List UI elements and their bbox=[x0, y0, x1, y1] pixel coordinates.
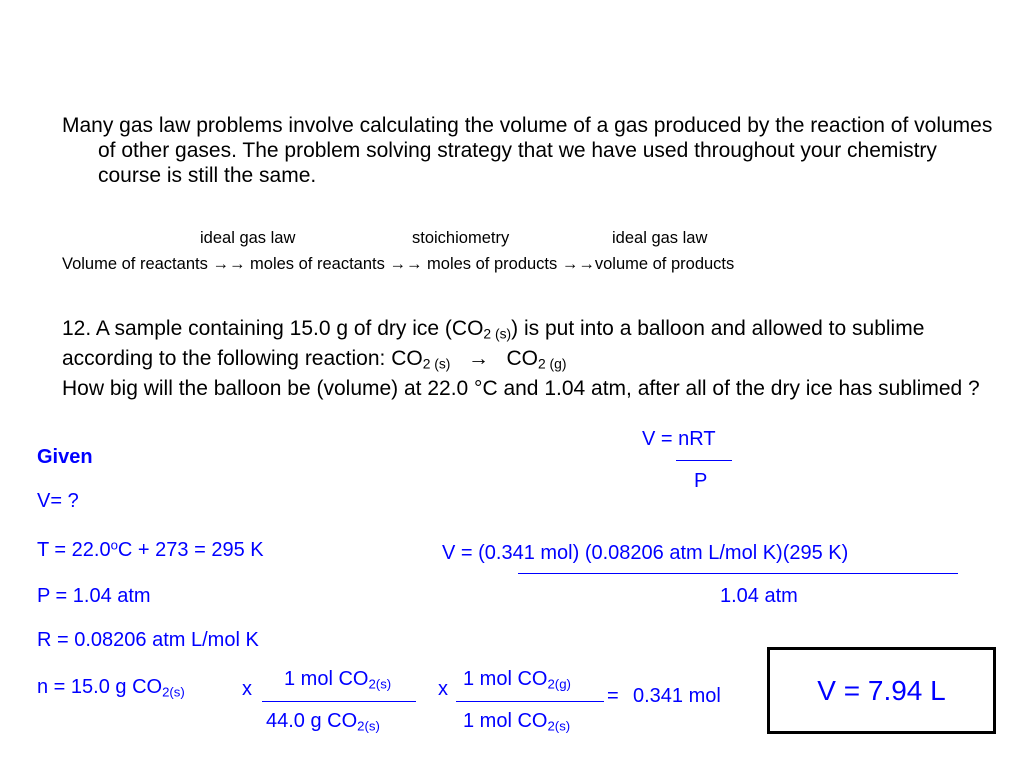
given-temperature: $T = 22.0^oC + 273 = 295$ K bbox=[37, 537, 264, 561]
strategy-label-ideal-gas-2: ideal gas law bbox=[612, 229, 708, 247]
arrow-icon: →→ bbox=[212, 255, 246, 273]
arrow-icon: →→ bbox=[389, 255, 423, 273]
factor1-fraction-bar bbox=[262, 701, 416, 702]
multiply-sign-2: x bbox=[438, 678, 448, 700]
factor1-numerator: 1 mol $CO_{2(s)}$ bbox=[284, 668, 392, 692]
strategy-step-volume-products: volume of products bbox=[594, 255, 735, 273]
given-heading: Given bbox=[37, 446, 93, 468]
strategy-label-stoichiometry: stoichiometry bbox=[412, 229, 510, 247]
reaction-arrow-icon: → bbox=[467, 347, 489, 370]
strategy-step-moles-products: moles of products bbox=[427, 255, 558, 273]
strategy-line bbox=[62, 255, 734, 274]
factor2-fraction-bar bbox=[456, 701, 604, 702]
given-gas-constant: R = 0.08206 atm L/mol K bbox=[37, 629, 259, 651]
factor2-numerator: 1 mol $CO_{2(g)}$ bbox=[463, 668, 571, 692]
multiply-sign-1: x bbox=[242, 678, 252, 700]
strategy-step-volume-reactants: Volume of reactants bbox=[62, 255, 208, 273]
calc-numerator: V = (0.341 mol) (0.08206 atm L/mol K)(295 K) bbox=[442, 542, 849, 564]
final-answer: V = 7.94 L bbox=[817, 674, 946, 706]
moles-result: 0.341 mol bbox=[633, 685, 721, 707]
strategy-label-ideal-gas-1: ideal gas law bbox=[200, 229, 296, 247]
problem-statement: 12. A sample containing 15.0 g of dry ice $(CO_{2 (s)})$ is put into a balloon and allowed to sublime according to the following reaction: $CO_{2 (s)}$ → $CO_{2 (g)}$ How big will the balloon be (volume) at 22.0 °C and 1.04 atm, after all of the dry ice has sublimed ? bbox=[62, 317, 980, 400]
intro-paragraph: Many gas law problems involve calculating the volume of a gas produced by the reaction of volumes of other gases. The problem solving strategy that we have used throughout your chemistry course is still the same. bbox=[62, 114, 993, 187]
factor2-denominator: 1 mol $CO_{2(s)}$ bbox=[463, 710, 571, 734]
strategy-step-moles-reactants: moles of reactants bbox=[250, 255, 385, 273]
calc-fraction-bar bbox=[518, 573, 958, 574]
formula-denominator: P bbox=[694, 470, 708, 492]
factor1-denominator: 44.0 g $CO_{2(s)}$ bbox=[266, 710, 380, 734]
moles-given-mass: n = 15.0 g $CO_{2(s)}$ bbox=[37, 676, 185, 700]
equals-sign: = bbox=[607, 685, 619, 707]
given-pressure: P = 1.04 atm bbox=[37, 585, 151, 607]
calc-denominator: 1.04 atm bbox=[720, 585, 798, 607]
final-answer-box bbox=[767, 647, 996, 734]
arrow-icon: →→ bbox=[561, 255, 595, 273]
formula-numerator: V = nRT bbox=[642, 428, 716, 450]
formula-fraction-bar bbox=[676, 460, 732, 461]
given-volume: V= ? bbox=[37, 490, 79, 512]
